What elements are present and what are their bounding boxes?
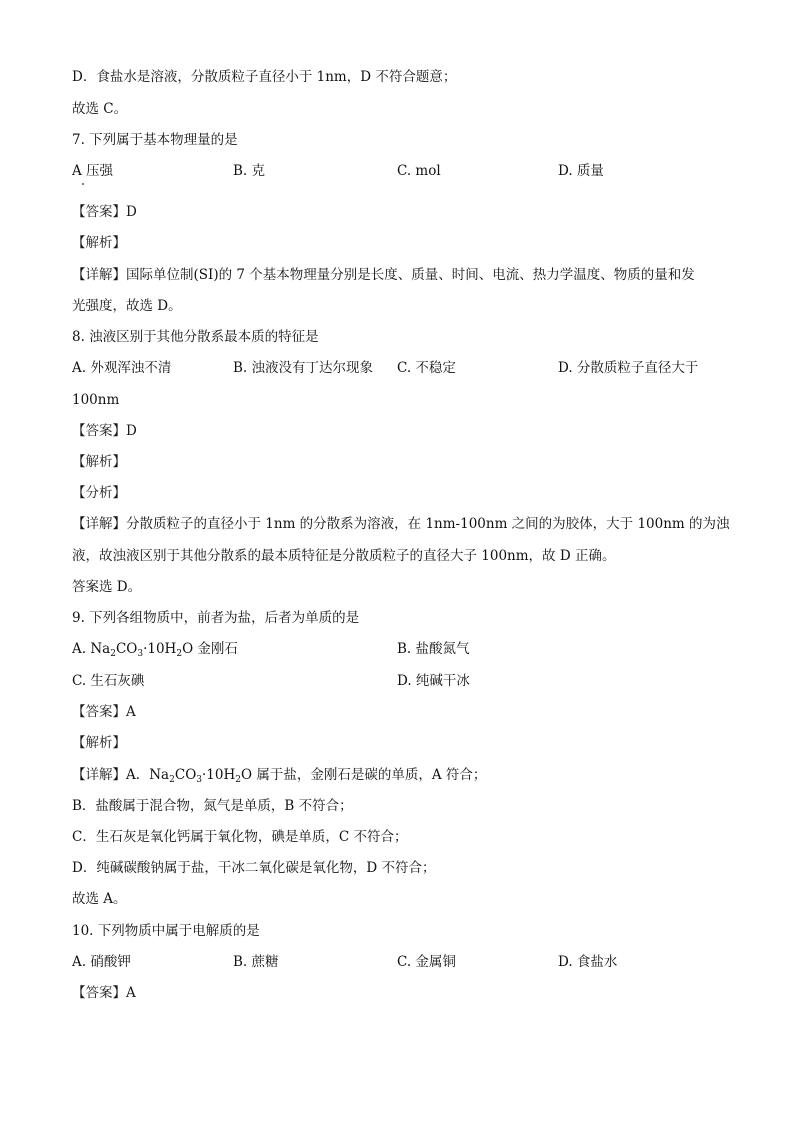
q10-stem: 10. 下列物质中属于电解质的是 <box>72 923 260 939</box>
q8-answer: 【答案】D <box>72 423 137 439</box>
q8-reasoning-label: 【分析】 <box>72 485 126 501</box>
q8-option-d: D. 分散质粒子直径大于 <box>558 360 699 376</box>
q9-conclusion: 故选 A。 <box>72 891 127 907</box>
q9-detail-a: 【详解】A．$Na_2CO_3\cdot 10H_2O$ 属于盐，金刚石是碳的单质，A 符合； <box>72 767 487 785</box>
q9-detail-c: C．生石灰是氧化钙属于氧化物，碘是单质，C 不符合； <box>72 829 408 845</box>
q7-option-d: D. 质量 <box>558 163 604 179</box>
q8-detail-line-1: 【详解】分散质粒子的直径小于 1nm 的分散系为溶液，在 1nm-100nm 之间的为胶体，大于 100nm 的为浊 <box>72 516 730 532</box>
q8-option-a: A. 外观浑浊不清 <box>72 360 172 376</box>
q6-conclusion: 故选 C。 <box>72 101 128 117</box>
q10-answer: 【答案】A <box>72 985 136 1001</box>
q8-stem: 8. 浊液区别于其他分散系最本质的特征是 <box>72 329 319 345</box>
q8-conclusion: 答案选 D。 <box>72 579 142 595</box>
q7-answer: 【答案】D <box>72 204 137 220</box>
q9-answer: 【答案】A <box>72 704 136 720</box>
q10-option-a: A. 硝酸钾 <box>72 954 131 970</box>
q9-analysis-label: 【解析】 <box>72 735 126 751</box>
q9-option-c: C. 生石灰碘 <box>72 673 145 689</box>
q7-option-a: A 压强 <box>72 163 114 179</box>
q7-option-c: C. mol <box>397 163 441 179</box>
q8-option-d-continued: 100nm <box>72 392 120 408</box>
q8-analysis-label: 【解析】 <box>72 454 126 470</box>
q8-detail-line-2: 液，故浊液区别于其他分散系的最本质特征是分散质粒子的直径大子 100nm，故 D 正确。 <box>72 548 616 564</box>
q10-option-d: D. 食盐水 <box>558 954 618 970</box>
q7-analysis-label: 【解析】 <box>72 235 126 251</box>
q9-option-a: A. $Na_2CO_3\cdot 10H_2O$ 金刚石 <box>72 641 238 659</box>
q10-option-c: C. 金属铜 <box>397 954 456 970</box>
q7-detail-line-1: 【详解】国际单位制(SI)的 7 个基本物理量分别是长度、质量、时间、电流、热力学温度、物质的量和发 <box>72 267 695 283</box>
q9-detail-d: D．纯碱碳酸钠属于盐，干冰二氧化碳是氧化物，D 不符合； <box>72 860 436 876</box>
q7-detail-line-2: 光强度，故选 D。 <box>72 298 182 314</box>
q9-detail-b: B．盐酸属于混合物，氮气是单质，B 不符合； <box>72 798 353 814</box>
q8-option-c: C. 不稳定 <box>397 360 456 376</box>
q7-option-a-dot <box>82 183 84 185</box>
q10-option-b: B. 蔗糖 <box>233 954 279 970</box>
q9-option-b: B. 盐酸氮气 <box>397 641 470 657</box>
q9-stem: 9. 下列各组物质中，前者为盐，后者为单质的是 <box>72 610 360 626</box>
q7-stem: 7. 下列属于基本物理量的是 <box>72 132 238 148</box>
q9-option-d: D. 纯碱干冰 <box>397 673 470 689</box>
q6-d-explanation: D．食盐水是溶液，分散质粒子直径小于 1nm，D 不符合题意； <box>72 69 457 85</box>
q8-option-b: B. 浊液没有丁达尔现象 <box>233 360 374 376</box>
q7-option-b: B. 克 <box>233 163 266 179</box>
